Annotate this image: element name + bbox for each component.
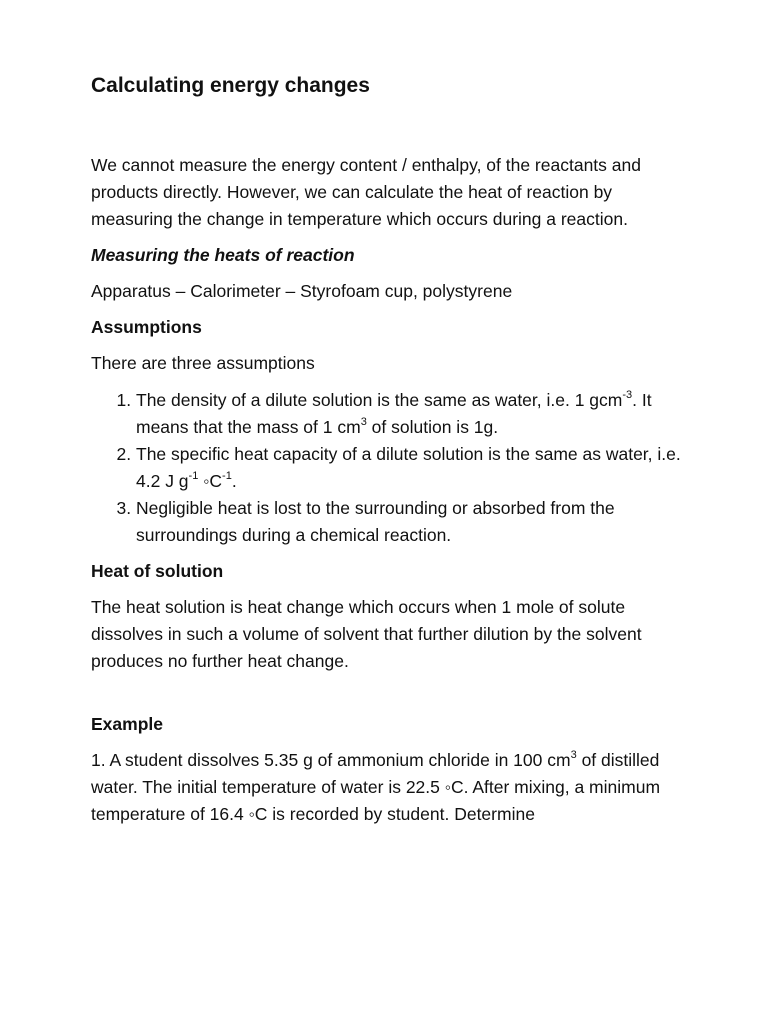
example-paragraph xyxy=(91,747,691,828)
assumption-2-sup-b: -1 xyxy=(222,470,232,483)
assumption-1-text-c: of solution is 1g. xyxy=(366,417,499,437)
intro-paragraph: We cannot measure the energy content / enthalpy, of the reactants and products directly. However, we can calculate the heat of reaction by measuring the change in temperature which occurs during a reaction. xyxy=(91,155,641,229)
assumptions-list xyxy=(91,387,691,549)
example-heading: Example xyxy=(91,714,163,734)
apparatus-line: Apparatus – Calorimeter – Styrofoam cup, polystyrene xyxy=(91,281,513,301)
measuring-heading: Measuring the heats of reaction xyxy=(91,245,355,265)
assumption-item-3 xyxy=(136,495,691,549)
assumptions-intro: There are three assumptions xyxy=(91,353,315,373)
assumption-item-1 xyxy=(136,387,691,441)
assumption-2-text-a: The specific heat capacity of a dilute solution is the same as water, i.e. 4.2 J g xyxy=(136,444,681,491)
heat-of-solution-heading: Heat of solution xyxy=(91,561,224,581)
assumption-2-text-c: . xyxy=(231,471,237,491)
assumption-3-text: Negligible heat is lost to the surrounding or absorbed from the surroundings during a chemical reaction. xyxy=(136,498,615,545)
example-text-a: 1. A student dissolves 5.35 g of ammonium chloride in 100 cm xyxy=(91,750,571,770)
example-text-b: of distilled water. The initial temperature of water is 22.5 ◦C. After mixing, a minimum temperature of 16.4 ◦C is recorded by student. Determine xyxy=(91,750,661,824)
assumptions-heading: Assumptions xyxy=(91,317,202,337)
assumption-1-text-a: The density of a dilute solution is the same as water, i.e. 1 gcm xyxy=(136,390,623,410)
page-title: Calculating energy changes xyxy=(91,74,370,97)
assumption-1-sup-a: -3 xyxy=(622,389,633,402)
assumption-2-text-b: ◦C xyxy=(198,471,223,491)
heat-of-solution-paragraph: The heat solution is heat change which occurs when 1 mole of solute dissolves in such a volume of solvent that further dilution by the solvent produces no further heat change. xyxy=(91,597,642,671)
assumption-1-text-b: . It means that the mass of 1 cm xyxy=(136,390,652,437)
assumption-2-sup-a: -1 xyxy=(188,470,199,483)
assumption-1-sup-b: 3 xyxy=(360,416,367,429)
example-sup: 3 xyxy=(570,749,577,762)
assumption-item-2 xyxy=(136,441,691,495)
document-body xyxy=(91,70,691,828)
